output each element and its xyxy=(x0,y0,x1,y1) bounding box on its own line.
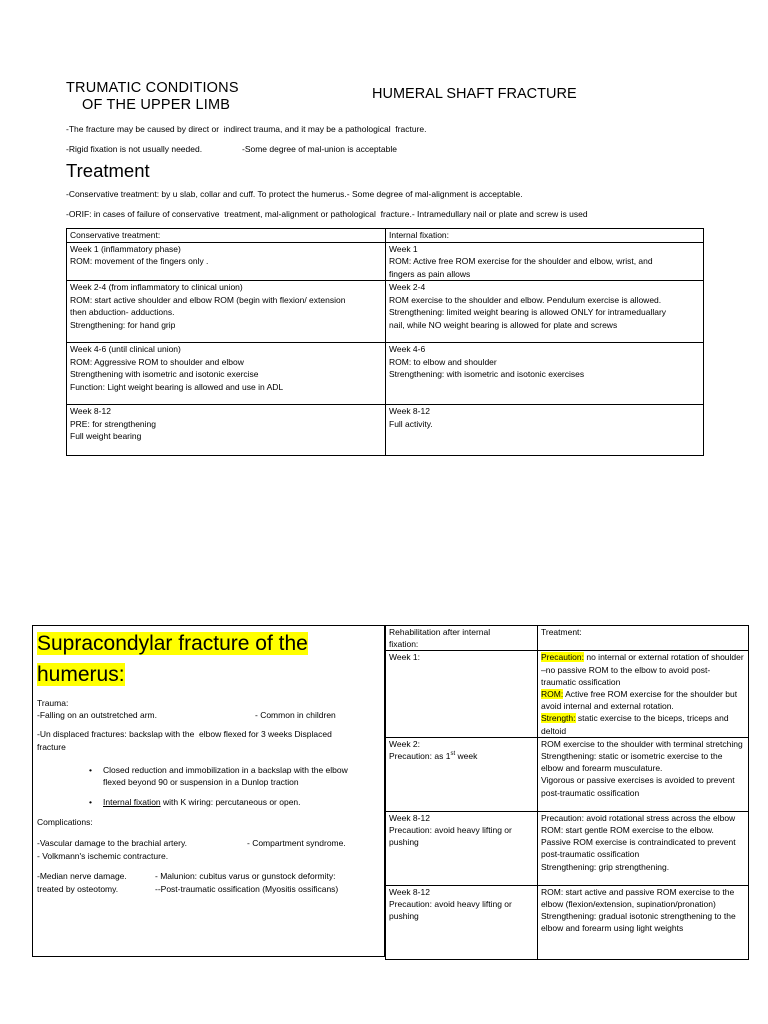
title-line-2: OF THE UPPER LIMB xyxy=(82,97,231,113)
page-title xyxy=(66,80,239,114)
cell-line: then abduction- adductions. xyxy=(70,307,175,317)
cell-text: Precaution: as 1 xyxy=(389,751,451,762)
list-item xyxy=(89,796,301,808)
header-conservative: Conservative treatment: xyxy=(67,229,386,243)
cell-line: Week 8-12 xyxy=(70,406,111,416)
table-row xyxy=(67,242,704,281)
strength-highlight: Strength: xyxy=(541,713,576,724)
cell-line xyxy=(389,750,534,762)
cell-line: Week 1 xyxy=(389,243,418,254)
cell-line: fingers as pain allows xyxy=(389,268,471,279)
table-cell xyxy=(386,343,704,405)
table-row xyxy=(386,737,749,811)
cell-line: Week 1 (inflammatory phase) xyxy=(70,243,181,254)
bullet-line: with K wiring: percutaneous or open. xyxy=(160,797,301,807)
bullet-icon: • xyxy=(89,797,92,807)
cell-text: week xyxy=(455,751,478,762)
cell-line: ROM: Active free ROM exercise for the shoulder and elbow, wrist, and xyxy=(389,256,653,266)
header-treatment: Treatment: xyxy=(538,626,749,651)
rehab-table xyxy=(385,625,749,960)
title-line-2: humerus: xyxy=(37,663,125,686)
cell-line: Full weight bearing xyxy=(70,431,142,441)
cell-line: Week 2-4 (from inflammatory to clinical union) xyxy=(70,282,243,292)
table-row xyxy=(67,343,704,405)
table-cell xyxy=(67,405,386,456)
cell-line: ROM: to elbow and shoulder xyxy=(389,356,497,367)
superscript: st xyxy=(450,751,456,758)
cell-line: ROM: start gentle ROM exercise to the elbow. xyxy=(541,825,714,836)
cell-line: Week 4-6 xyxy=(389,344,426,354)
cell-text: Active free ROM exercise for the shoulder but avoid internal and external rotation. xyxy=(541,689,738,712)
table-cell xyxy=(538,651,749,737)
table-cell xyxy=(386,281,704,343)
header-internal-fixation: Internal fixation: xyxy=(386,229,704,243)
cell-line: ROM: start active shoulder and elbow ROM (begin with flexion/ extension xyxy=(70,294,346,305)
complication-2: - Volkmann's ischemic contracture. xyxy=(37,851,169,861)
cell-line: Precaution: avoid heavy lifting or pushing xyxy=(389,825,512,848)
bullet-line: Closed reduction and immobilization in a backslap with the elbow xyxy=(103,765,348,775)
cell-line: Passive ROM exercise is contraindicated to prevent post-traumatic ossification xyxy=(541,837,736,860)
complications-label: Complications: xyxy=(37,817,93,827)
bullet-icon: • xyxy=(89,765,92,775)
rom-highlight: ROM: xyxy=(541,689,564,700)
cell-line: Precaution: avoid heavy lifting or pushing xyxy=(389,899,512,922)
cell-line: Week 8-12 xyxy=(389,406,430,416)
complication-3a: -Median nerve damage. xyxy=(37,871,127,881)
cell-line xyxy=(541,712,745,736)
cell-line: Week 8-12 xyxy=(389,886,430,897)
table-cell xyxy=(386,885,538,959)
cell-line: ROM: Aggressive ROM to shoulder and elbow xyxy=(70,356,244,367)
title-line-1: Supracondylar fracture of the xyxy=(37,632,308,655)
table-cell xyxy=(386,405,704,456)
cell-line: Strengthening: for hand grip xyxy=(70,319,176,330)
cell-line: Strengthening with isometric and isotonic exercise xyxy=(70,369,259,379)
cell-line xyxy=(541,688,745,712)
table-cell xyxy=(386,811,538,885)
cell-line: Strengthening: limited weight bearing is allowed ONLY for intrameduallary xyxy=(389,307,667,317)
cell-line: Vigorous or passive exercises is avoided to prevent post-traumatic ossification xyxy=(541,775,735,798)
shaft-treatment-table xyxy=(66,228,704,456)
cell-line: ROM exercise to the shoulder with terminal stretching xyxy=(541,738,743,749)
supracondylar-title xyxy=(37,628,308,690)
precaution-highlight: Precaution: xyxy=(541,652,584,663)
bullet-line: flexed beyond 90 or suspension in a Dunlop traction xyxy=(103,777,299,787)
undisplaced-2: fracture xyxy=(37,742,66,752)
treatment-heading: Treatment xyxy=(66,160,150,181)
cell-line: nail, while NO weight bearing is allowed for plate and screws xyxy=(389,319,618,330)
cell-line: ROM: start active and passive ROM exercise to the elbow (flexion/extension, supination/pronation) xyxy=(541,886,735,910)
complication-1a: -Vascular damage to the brachial artery. xyxy=(37,838,187,848)
table-cell xyxy=(67,281,386,343)
undisplaced-1: -Un displaced fractures: backslap with the elbow flexed for 3 weeks Displaced xyxy=(37,729,332,739)
table-row xyxy=(386,651,749,737)
cell-line: fixation: xyxy=(389,639,419,650)
week1-label: Week 1: xyxy=(386,651,538,737)
table-row xyxy=(67,281,704,343)
trauma-a: -Falling on an outstretched arm. xyxy=(37,710,158,720)
cell-line: Week 8-12 xyxy=(389,812,430,823)
table-cell xyxy=(386,737,538,811)
table-cell xyxy=(67,343,386,405)
intro-line-1: -The fracture may be caused by direct or indirect trauma, and it may be a pathological fracture. xyxy=(66,124,427,134)
cell-line: Full activity. xyxy=(389,418,433,429)
cell-line: Week 4-6 (until clinical union) xyxy=(70,344,181,354)
table-cell xyxy=(386,242,704,281)
list-item xyxy=(89,764,348,788)
cell-line: Strengthening: grip strengthening. xyxy=(541,861,670,872)
cell-line: Rehabilitation after internal xyxy=(389,627,491,637)
supracondylar-section xyxy=(32,625,385,957)
complication-1b: - Compartment syndrome. xyxy=(247,838,346,848)
title-line-1: TRUMATIC CONDITIONS xyxy=(66,80,239,96)
intro-line-2a: -Rigid fixation is not usually needed. xyxy=(66,144,203,154)
cell-line xyxy=(541,651,745,688)
cell-line: ROM exercise to the shoulder and elbow. Pendulum exercise is allowed. xyxy=(389,294,662,305)
cell-line: Precaution: avoid rotational stress across the elbow xyxy=(541,812,736,823)
complication-3b: - Malunion: cubitus varus or gunstock deformity: xyxy=(155,871,336,881)
trauma-label: Trauma: xyxy=(37,698,69,708)
table-cell xyxy=(67,242,386,281)
header-rehab xyxy=(386,626,538,651)
table-row xyxy=(67,405,704,456)
cell-line: ROM: movement of the fingers only . xyxy=(70,256,209,266)
cell-text: static exercise to the biceps, triceps and deltoid xyxy=(541,713,729,736)
cell-text: no internal or external rotation of shoulder –no passive ROM to the elbow to avoid post- traumatic ossification xyxy=(541,652,744,687)
cell-line: Strengthening: static or isometric exercise to the elbow and forearm musculature. xyxy=(541,751,723,774)
complication-4a: treated by osteotomy. xyxy=(37,884,119,894)
table-header-row xyxy=(67,229,704,243)
trauma-b: - Common in children xyxy=(255,710,336,720)
complication-4b: --Post-traumatic ossification (Myositis ossificans) xyxy=(155,884,339,894)
table-row xyxy=(386,811,749,885)
table-cell xyxy=(538,811,749,885)
cell-line: Strengthening: gradual isotonic strengthening to the elbow and forearm using light weights xyxy=(541,911,736,934)
table-cell xyxy=(538,737,749,811)
treatment-line-2: -ORIF: in cases of failure of conservative treatment, mal-alignment or pathological fracture.- Intramedullary nail or plate and screw is used xyxy=(66,209,588,219)
cell-line: Week 2-4 xyxy=(389,282,426,292)
cell-line: Function: Light weight bearing is allowed and use in ADL xyxy=(70,381,284,392)
cell-line: Week 2: xyxy=(389,738,421,749)
cell-line: Strengthening: with isometric and isotonic exercises xyxy=(389,369,585,379)
cell-line: PRE: for strengthening xyxy=(70,418,156,429)
table-header-row xyxy=(386,626,749,651)
table-row xyxy=(386,885,749,959)
intro-line-2b: -Some degree of mal-union is acceptable xyxy=(242,144,397,154)
section-title: HUMERAL SHAFT FRACTURE xyxy=(372,86,577,102)
treatment-line-1: -Conservative treatment: by u slab, collar and cuff. To protect the humerus.- Some degree of mal-alignment is acceptable. xyxy=(66,189,523,199)
internal-fixation-term: Internal fixation xyxy=(103,797,161,807)
table-cell xyxy=(538,885,749,959)
